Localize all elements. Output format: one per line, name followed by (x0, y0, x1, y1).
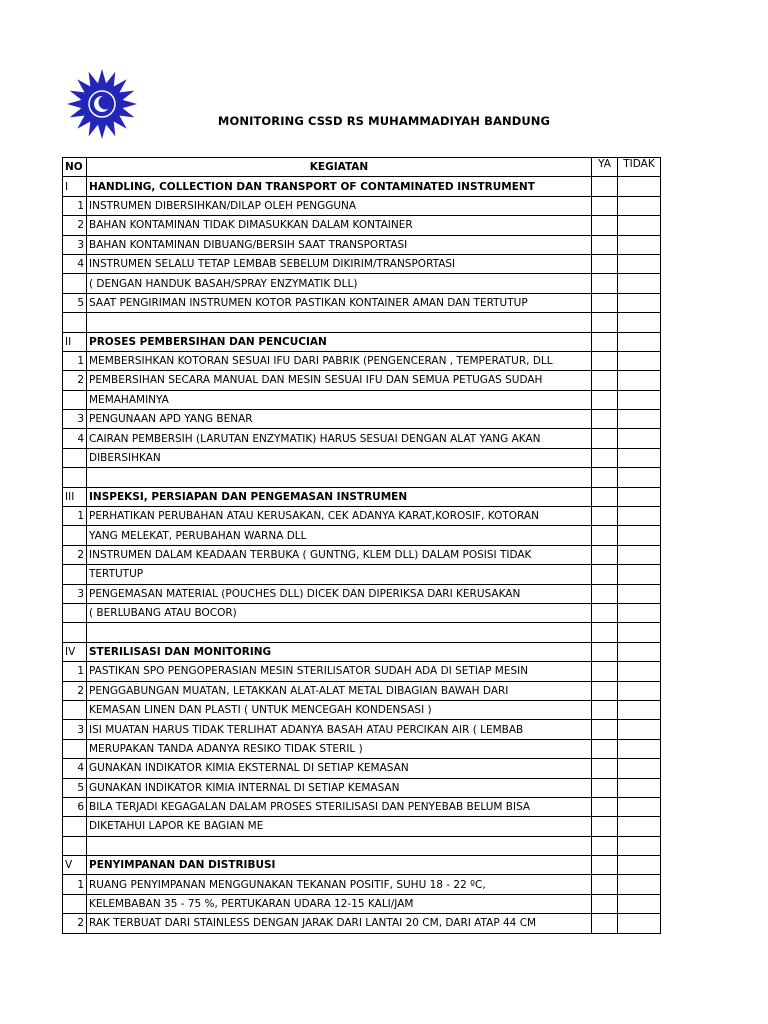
activity-text: KEMASAN LINEN DAN PLASTI ( UNTUK MENCEGAH KONDENSASI ) (87, 700, 592, 719)
no-checkbox-cell[interactable] (618, 700, 661, 719)
section-row (63, 856, 661, 875)
no-checkbox-cell[interactable] (618, 293, 661, 312)
checklist-row (63, 914, 661, 933)
yes-checkbox-cell[interactable] (592, 390, 618, 409)
yes-checkbox-cell (592, 487, 618, 506)
yes-checkbox-cell[interactable] (592, 448, 618, 467)
activity-text: BILA TERJADI KEGAGALAN DALAM PROSES STERILISASI DAN PENYEBAB BELUM BISA (87, 797, 592, 816)
activity-text: GUNAKAN INDIKATOR KIMIA EKSTERNAL DI SETIAP KEMASAN (87, 759, 592, 778)
checklist-row (63, 584, 661, 603)
section-row (63, 177, 661, 196)
row-number: 3 (63, 410, 87, 429)
yes-checkbox-cell[interactable] (592, 235, 618, 254)
no-checkbox-cell (618, 623, 661, 642)
no-checkbox-cell[interactable] (618, 681, 661, 700)
activity-text: RUANG PENYIMPANAN MENGGUNAKAN TEKANAN POSITIF, SUHU 18 - 22 ºC, (87, 875, 592, 894)
no-checkbox-cell[interactable] (618, 759, 661, 778)
no-checkbox-cell (618, 468, 661, 487)
row-number: 1 (63, 662, 87, 681)
activity-text: BAHAN KONTAMINAN DIBUANG/BERSIH SAAT TRANSPORTASI (87, 235, 592, 254)
table-header-row (63, 158, 661, 177)
activity-text: PENGGABUNGAN MUATAN, LETAKKAN ALAT-ALAT METAL DIBAGIAN BAWAH DARI (87, 681, 592, 700)
activity-text: PEMBERSIHAN SECARA MANUAL DAN MESIN SESUAI IFU DAN SEMUA PETUGAS SUDAH (87, 371, 592, 390)
section-title: HANDLING, COLLECTION DAN TRANSPORT OF CONTAMINATED INSTRUMENT (87, 177, 592, 196)
row-number: 3 (63, 235, 87, 254)
yes-checkbox-cell[interactable] (592, 778, 618, 797)
page-title: MONITORING CSSD RS MUHAMMADIYAH BANDUNG (217, 114, 551, 128)
row-number: V (63, 856, 87, 875)
no-checkbox-cell[interactable] (618, 817, 661, 836)
yes-checkbox-cell (592, 468, 618, 487)
row-number: 5 (63, 293, 87, 312)
yes-checkbox-cell[interactable] (592, 216, 618, 235)
no-checkbox-cell[interactable] (618, 429, 661, 448)
no-checkbox-cell[interactable] (618, 274, 661, 293)
yes-checkbox-cell[interactable] (592, 759, 618, 778)
yes-checkbox-cell (592, 623, 618, 642)
checklist-row (63, 448, 661, 467)
checklist-row (63, 526, 661, 545)
no-checkbox-cell (618, 313, 661, 332)
yes-checkbox-cell[interactable] (592, 700, 618, 719)
yes-checkbox-cell (592, 856, 618, 875)
checklist-row (63, 216, 661, 235)
row-number (63, 390, 87, 409)
header-no: NO (63, 158, 87, 177)
blank-row (63, 623, 661, 642)
section-title: PENYIMPANAN DAN DISTRIBUSI (87, 856, 592, 875)
activity-text: DIKETAHUI LAPOR KE BAGIAN ME (87, 817, 592, 836)
activity-text: BAHAN KONTAMINAN TIDAK DIMASUKKAN DALAM KONTAINER (87, 216, 592, 235)
activity-text (87, 313, 592, 332)
yes-checkbox-cell[interactable] (592, 429, 618, 448)
activity-text: ( DENGAN HANDUK BASAH/SPRAY ENZYMATIK DLL) (87, 274, 592, 293)
checklist-row (63, 507, 661, 526)
checklist-row (63, 429, 661, 448)
checklist-row (63, 545, 661, 564)
no-checkbox-cell[interactable] (618, 526, 661, 545)
blank-row (63, 468, 661, 487)
row-number: III (63, 487, 87, 506)
row-number: 1 (63, 196, 87, 215)
no-checkbox-cell[interactable] (618, 235, 661, 254)
row-number: 5 (63, 778, 87, 797)
checklist-row (63, 720, 661, 739)
yes-checkbox-cell[interactable] (592, 507, 618, 526)
yes-checkbox-cell[interactable] (592, 875, 618, 894)
no-checkbox-cell (618, 332, 661, 351)
no-checkbox-cell (618, 642, 661, 661)
no-checkbox-cell[interactable] (618, 545, 661, 564)
activity-text: RAK TERBUAT DARI STAINLESS DENGAN JARAK DARI LANTAI 20 CM, DARI ATAP 44 CM (87, 914, 592, 933)
yes-checkbox-cell[interactable] (592, 410, 618, 429)
checklist-row (63, 894, 661, 913)
row-number (63, 526, 87, 545)
row-number (63, 817, 87, 836)
checklist-row (63, 681, 661, 700)
no-checkbox-cell[interactable] (618, 410, 661, 429)
no-checkbox-cell[interactable] (618, 739, 661, 758)
row-number: IV (63, 642, 87, 661)
yes-checkbox-cell[interactable] (592, 739, 618, 758)
activity-text: ISI MUATAN HARUS TIDAK TERLIHAT ADANYA BASAH ATAU PERCIKAN AIR ( LEMBAB (87, 720, 592, 739)
row-number (63, 448, 87, 467)
checklist-row (63, 817, 661, 836)
activity-text: TERTUTUP (87, 565, 592, 584)
activity-text (87, 836, 592, 855)
yes-checkbox-cell[interactable] (592, 914, 618, 933)
row-number: 1 (63, 351, 87, 370)
activity-text: GUNAKAN INDIKATOR KIMIA INTERNAL DI SETIAP KEMASAN (87, 778, 592, 797)
activity-text: DIBERSIHKAN (87, 448, 592, 467)
no-checkbox-cell[interactable] (618, 565, 661, 584)
row-number (63, 700, 87, 719)
yes-checkbox-cell[interactable] (592, 545, 618, 564)
row-number: 1 (63, 875, 87, 894)
checklist-row (63, 390, 661, 409)
yes-checkbox-cell (592, 313, 618, 332)
monitoring-checklist-table (62, 157, 661, 934)
section-row (63, 642, 661, 661)
checklist-row (63, 875, 661, 894)
row-number: 2 (63, 545, 87, 564)
no-checkbox-cell[interactable] (618, 797, 661, 816)
checklist-row (63, 351, 661, 370)
activity-text: ( BERLUBANG ATAU BOCOR) (87, 603, 592, 622)
yes-checkbox-cell[interactable] (592, 894, 618, 913)
no-checkbox-cell[interactable] (618, 351, 661, 370)
header-yes: YA (592, 158, 618, 177)
no-checkbox-cell[interactable] (618, 894, 661, 913)
activity-text: INSTRUMEN SELALU TETAP LEMBAB SEBELUM DIKIRIM/TRANSPORTASI (87, 254, 592, 273)
checklist-row (63, 254, 661, 273)
checklist-row (63, 371, 661, 390)
yes-checkbox-cell[interactable] (592, 817, 618, 836)
yes-checkbox-cell[interactable] (592, 584, 618, 603)
no-checkbox-cell[interactable] (618, 778, 661, 797)
yes-checkbox-cell[interactable] (592, 293, 618, 312)
no-checkbox-cell[interactable] (618, 875, 661, 894)
no-checkbox-cell[interactable] (618, 196, 661, 215)
checklist-row (63, 759, 661, 778)
no-checkbox-cell[interactable] (618, 390, 661, 409)
yes-checkbox-cell[interactable] (592, 797, 618, 816)
no-checkbox-cell (618, 487, 661, 506)
activity-text: PENGEMASAN MATERIAL (POUCHES DLL) DICEK DAN DIPERIKSA DARI KERUSAKAN (87, 584, 592, 603)
no-checkbox-cell[interactable] (618, 507, 661, 526)
activity-text: PENGUNAAN APD YANG BENAR (87, 410, 592, 429)
yes-checkbox-cell[interactable] (592, 565, 618, 584)
activity-text: MERUPAKAN TANDA ADANYA RESIKO TIDAK STERIL ) (87, 739, 592, 758)
no-checkbox-cell (618, 836, 661, 855)
checklist-row (63, 662, 661, 681)
activity-text: YANG MELEKAT, PERUBAHAN WARNA DLL (87, 526, 592, 545)
blank-row (63, 313, 661, 332)
yes-checkbox-cell (592, 836, 618, 855)
yes-checkbox-cell[interactable] (592, 351, 618, 370)
yes-checkbox-cell[interactable] (592, 681, 618, 700)
row-number (63, 468, 87, 487)
row-number: 2 (63, 681, 87, 700)
row-number (63, 739, 87, 758)
activity-text: MEMAHAMINYA (87, 390, 592, 409)
yes-checkbox-cell[interactable] (592, 720, 618, 739)
row-number: I (63, 177, 87, 196)
no-checkbox-cell[interactable] (618, 662, 661, 681)
row-number: 2 (63, 216, 87, 235)
no-checkbox-cell[interactable] (618, 216, 661, 235)
yes-checkbox-cell[interactable] (592, 196, 618, 215)
muhammadiyah-sun-logo-icon (66, 65, 138, 143)
no-checkbox-cell[interactable] (618, 603, 661, 622)
activity-text: PASTIKAN SPO PENGOPERASIAN MESIN STERILISATOR SUDAH ADA DI SETIAP MESIN (87, 662, 592, 681)
checklist-row (63, 603, 661, 622)
row-number: 4 (63, 759, 87, 778)
yes-checkbox-cell[interactable] (592, 662, 618, 681)
yes-checkbox-cell[interactable] (592, 603, 618, 622)
yes-checkbox-cell[interactable] (592, 526, 618, 545)
header-activity: KEGIATAN (87, 158, 592, 177)
row-number (63, 894, 87, 913)
yes-checkbox-cell[interactable] (592, 371, 618, 390)
checklist-row (63, 293, 661, 312)
activity-text: MEMBERSIHKAN KOTORAN SESUAI IFU DARI PABRIK (PENGENCERAN , TEMPERATUR, DLL (87, 351, 592, 370)
checklist-row (63, 235, 661, 254)
section-title: STERILISASI DAN MONITORING (87, 642, 592, 661)
section-row (63, 487, 661, 506)
row-number (63, 313, 87, 332)
yes-checkbox-cell (592, 177, 618, 196)
no-checkbox-cell (618, 856, 661, 875)
row-number: 1 (63, 507, 87, 526)
checklist-row (63, 739, 661, 758)
checklist-row (63, 196, 661, 215)
blank-row (63, 836, 661, 855)
checklist-row (63, 274, 661, 293)
header-no-label: TIDAK (618, 158, 661, 177)
row-number: 6 (63, 797, 87, 816)
yes-checkbox-cell[interactable] (592, 274, 618, 293)
checklist-row (63, 778, 661, 797)
row-number: 2 (63, 371, 87, 390)
activity-text: SAAT PENGIRIMAN INSTRUMEN KOTOR PASTIKAN KONTAINER AMAN DAN TERTUTUP (87, 293, 592, 312)
row-number (63, 603, 87, 622)
row-number: 3 (63, 720, 87, 739)
row-number: 3 (63, 584, 87, 603)
activity-text: INSTRUMEN DALAM KEADAAN TERBUKA ( GUNTNG, KLEM DLL) DALAM POSISI TIDAK (87, 545, 592, 564)
no-checkbox-cell (618, 177, 661, 196)
row-number (63, 565, 87, 584)
checklist-row (63, 410, 661, 429)
section-title: PROSES PEMBERSIHAN DAN PENCUCIAN (87, 332, 592, 351)
no-checkbox-cell[interactable] (618, 371, 661, 390)
activity-text: PERHATIKAN PERUBAHAN ATAU KERUSAKAN, CEK ADANYA KARAT,KOROSIF, KOTORAN (87, 507, 592, 526)
yes-checkbox-cell (592, 332, 618, 351)
section-title: INSPEKSI, PERSIAPAN DAN PENGEMASAN INSTRUMEN (87, 487, 592, 506)
activity-text: CAIRAN PEMBERSIH (LARUTAN ENZYMATIK) HARUS SESUAI DENGAN ALAT YANG AKAN (87, 429, 592, 448)
yes-checkbox-cell[interactable] (592, 254, 618, 273)
row-number: 2 (63, 914, 87, 933)
row-number: 4 (63, 254, 87, 273)
no-checkbox-cell[interactable] (618, 914, 661, 933)
section-row (63, 332, 661, 351)
yes-checkbox-cell (592, 642, 618, 661)
checklist-row (63, 700, 661, 719)
row-number (63, 623, 87, 642)
activity-text: KELEMBABAN 35 - 75 %, PERTUKARAN UDARA 12-15 KALI/JAM (87, 894, 592, 913)
no-checkbox-cell[interactable] (618, 254, 661, 273)
row-number: 4 (63, 429, 87, 448)
activity-text: INSTRUMEN DIBERSIHKAN/DILAP OLEH PENGGUNA (87, 196, 592, 215)
row-number (63, 274, 87, 293)
no-checkbox-cell[interactable] (618, 584, 661, 603)
no-checkbox-cell[interactable] (618, 720, 661, 739)
row-number: II (63, 332, 87, 351)
activity-text (87, 623, 592, 642)
checklist-row (63, 565, 661, 584)
checklist-row (63, 797, 661, 816)
row-number (63, 836, 87, 855)
no-checkbox-cell[interactable] (618, 448, 661, 467)
activity-text (87, 468, 592, 487)
